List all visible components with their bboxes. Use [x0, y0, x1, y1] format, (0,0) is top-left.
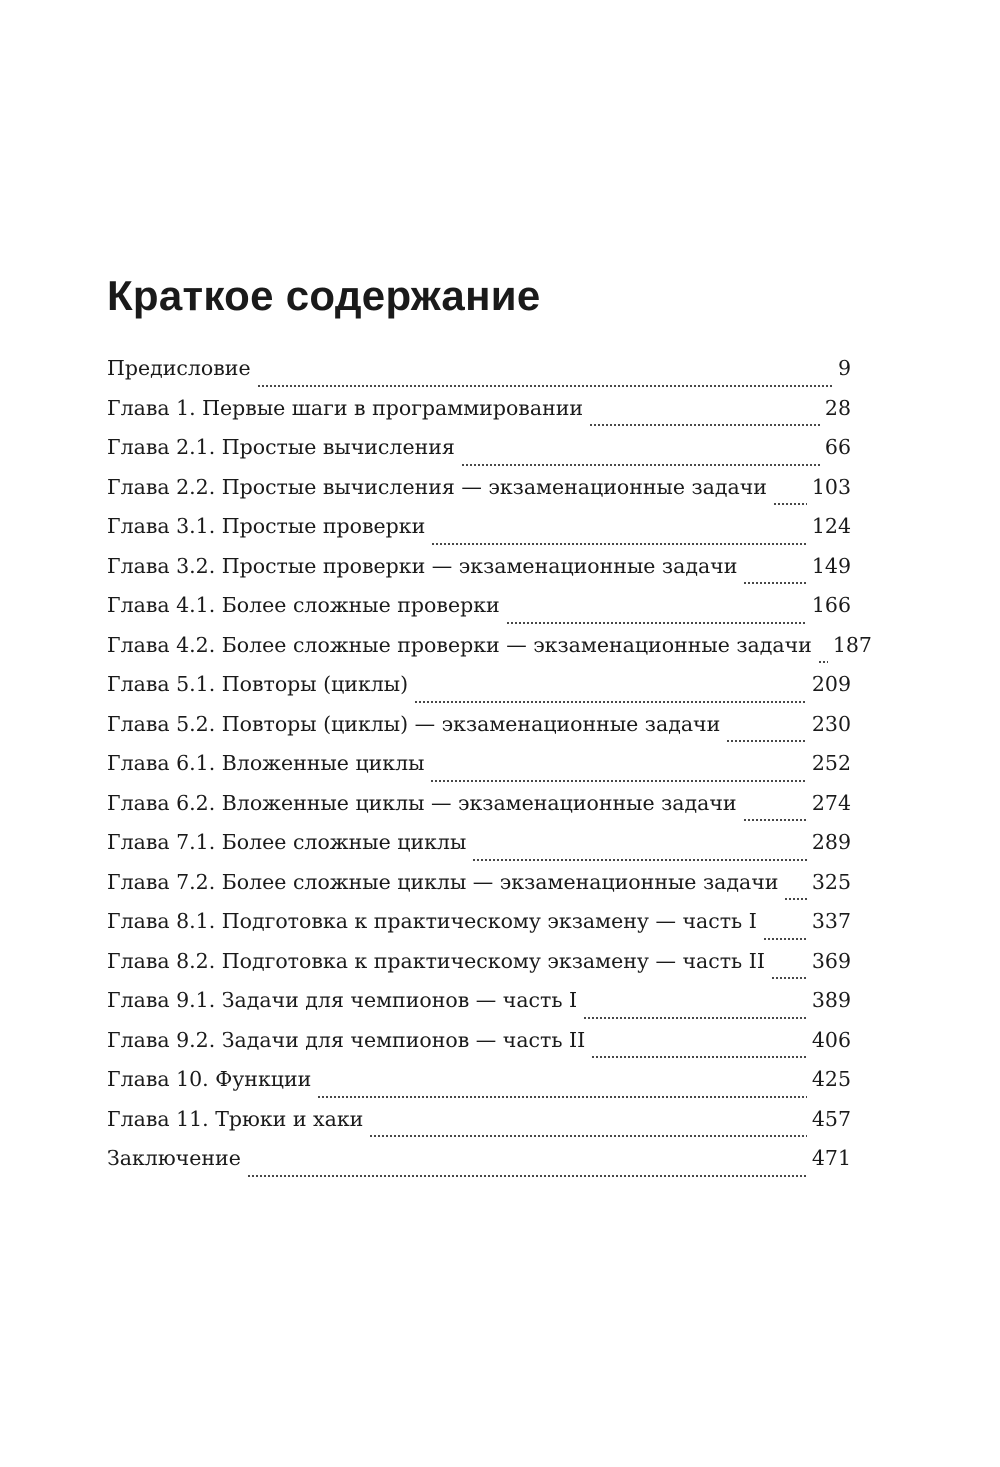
toc-entry-title: Глава 4.1. Более сложные проверки — [107, 593, 500, 617]
page-title: Краткое содержание — [107, 272, 541, 319]
toc-entry-title: Глава 3.1. Простые проверки — [107, 514, 426, 538]
toc-entry-title: Глава 3.2. Простые проверки — экзаменационные задачи — [107, 553, 738, 578]
toc-entry[interactable] — [107, 435, 851, 475]
toc-entry[interactable] — [107, 593, 851, 633]
toc-entry-page-number: 187 — [832, 632, 872, 657]
toc-entry-title: Предисловие — [107, 356, 251, 380]
dot-leader — [472, 859, 807, 861]
toc-entry-page-number: 28 — [824, 395, 851, 420]
toc-entry-page-number: 471 — [811, 1146, 851, 1170]
toc-entry-title: Глава 11. Трюки и хаки — [107, 1106, 364, 1131]
toc-entry[interactable] — [107, 672, 851, 712]
toc-entry-title: Глава 1. Первые шаги в программировании — [107, 395, 584, 420]
toc-entry[interactable] — [107, 949, 851, 989]
toc-entry-title: Заключение — [107, 1146, 241, 1170]
toc-entry[interactable] — [107, 791, 851, 831]
dot-leader — [430, 780, 806, 782]
toc-entry[interactable] — [107, 988, 851, 1028]
toc-entry-page-number: 66 — [824, 435, 851, 459]
toc-entry-page-number: 9 — [837, 356, 851, 380]
toc-entry-page-number: 103 — [811, 474, 851, 499]
toc-entry-title: Глава 7.1. Более сложные циклы — [107, 830, 467, 854]
toc-entry-page-number: 457 — [811, 1106, 851, 1131]
toc-entry-page-number: 209 — [811, 672, 851, 696]
dot-leader — [743, 582, 806, 584]
toc-entry[interactable] — [107, 396, 851, 436]
toc-entry-title: Глава 9.1. Задачи для чемпионов — часть I — [107, 988, 578, 1012]
toc-entry-title: Глава 10. Функции — [107, 1067, 312, 1091]
toc-entry-page-number: 325 — [811, 869, 851, 894]
dot-leader — [317, 1096, 807, 1098]
dot-leader — [431, 543, 807, 545]
dot-leader — [591, 1056, 807, 1058]
toc-entry-title: Глава 2.1. Простые вычисления — [107, 435, 455, 459]
toc-entry[interactable] — [107, 554, 851, 594]
table-of-contents — [107, 356, 872, 1186]
toc-entry-page-number: 425 — [811, 1067, 851, 1091]
toc-entry[interactable] — [107, 632, 872, 673]
dot-leader — [461, 464, 820, 466]
toc-entry[interactable] — [107, 1028, 851, 1068]
dot-leader — [369, 1135, 807, 1137]
toc-entry-page-number: 124 — [811, 514, 851, 538]
toc-entry-page-number: 230 — [811, 711, 851, 736]
toc-entry-title: Глава 6.2. Вложенные циклы — экзаменационные задачи — [107, 790, 737, 815]
toc-entry[interactable] — [107, 909, 851, 949]
toc-entry[interactable] — [107, 712, 851, 752]
toc-entry-page-number: 389 — [811, 988, 851, 1012]
toc-entry[interactable] — [107, 870, 851, 910]
toc-entry[interactable] — [107, 1067, 851, 1107]
dot-leader — [784, 898, 806, 900]
dot-leader — [506, 622, 807, 624]
toc-entry-page-number: 337 — [811, 909, 851, 933]
toc-entry-page-number: 289 — [811, 830, 851, 854]
toc-entry-page-number: 149 — [811, 553, 851, 578]
toc-entry-title: Глава 7.2. Более сложные циклы — экзаменационные задачи — [107, 869, 779, 894]
toc-entry-page-number: 406 — [811, 1027, 851, 1052]
dot-leader — [257, 385, 833, 387]
toc-entry[interactable] — [107, 1146, 851, 1186]
toc-entry-page-number: 252 — [811, 751, 851, 775]
dot-leader — [773, 503, 807, 505]
dot-leader — [763, 938, 807, 940]
toc-entry-page-number: 274 — [811, 790, 851, 815]
dot-leader — [818, 661, 828, 663]
dot-leader — [583, 1017, 807, 1019]
toc-entry-title: Глава 6.1. Вложенные циклы — [107, 751, 425, 775]
toc-entry[interactable] — [107, 830, 851, 870]
toc-entry-page-number: 369 — [811, 948, 851, 973]
toc-entry[interactable] — [107, 1107, 851, 1147]
toc-entry-title: Глава 8.1. Подготовка к практическому экзамену — часть I — [107, 909, 757, 933]
dot-leader — [726, 740, 807, 742]
toc-entry-title: Глава 2.2. Простые вычисления — экзаменационные задачи — [107, 474, 767, 499]
toc-entry[interactable] — [107, 751, 851, 791]
toc-entry-page-number: 166 — [811, 593, 851, 617]
toc-entry-title: Глава 4.2. Более сложные проверки — экзаменационные задачи — [107, 632, 812, 657]
toc-entry-title: Глава 9.2. Задачи для чемпионов — часть II — [107, 1027, 586, 1052]
dot-leader — [247, 1175, 807, 1177]
dot-leader — [743, 819, 807, 821]
dot-leader — [589, 424, 820, 426]
toc-entry[interactable] — [107, 356, 851, 396]
dot-leader — [414, 701, 807, 703]
dot-leader — [771, 977, 807, 979]
toc-entry[interactable] — [107, 475, 851, 515]
toc-entry-title: Глава 5.2. Повторы (циклы) — экзаменационные задачи — [107, 711, 721, 736]
toc-entry-title: Глава 8.2. Подготовка к практическому экзамену — часть II — [107, 948, 765, 973]
toc-entry-title: Глава 5.1. Повторы (циклы) — [107, 672, 409, 696]
toc-entry[interactable] — [107, 514, 851, 554]
